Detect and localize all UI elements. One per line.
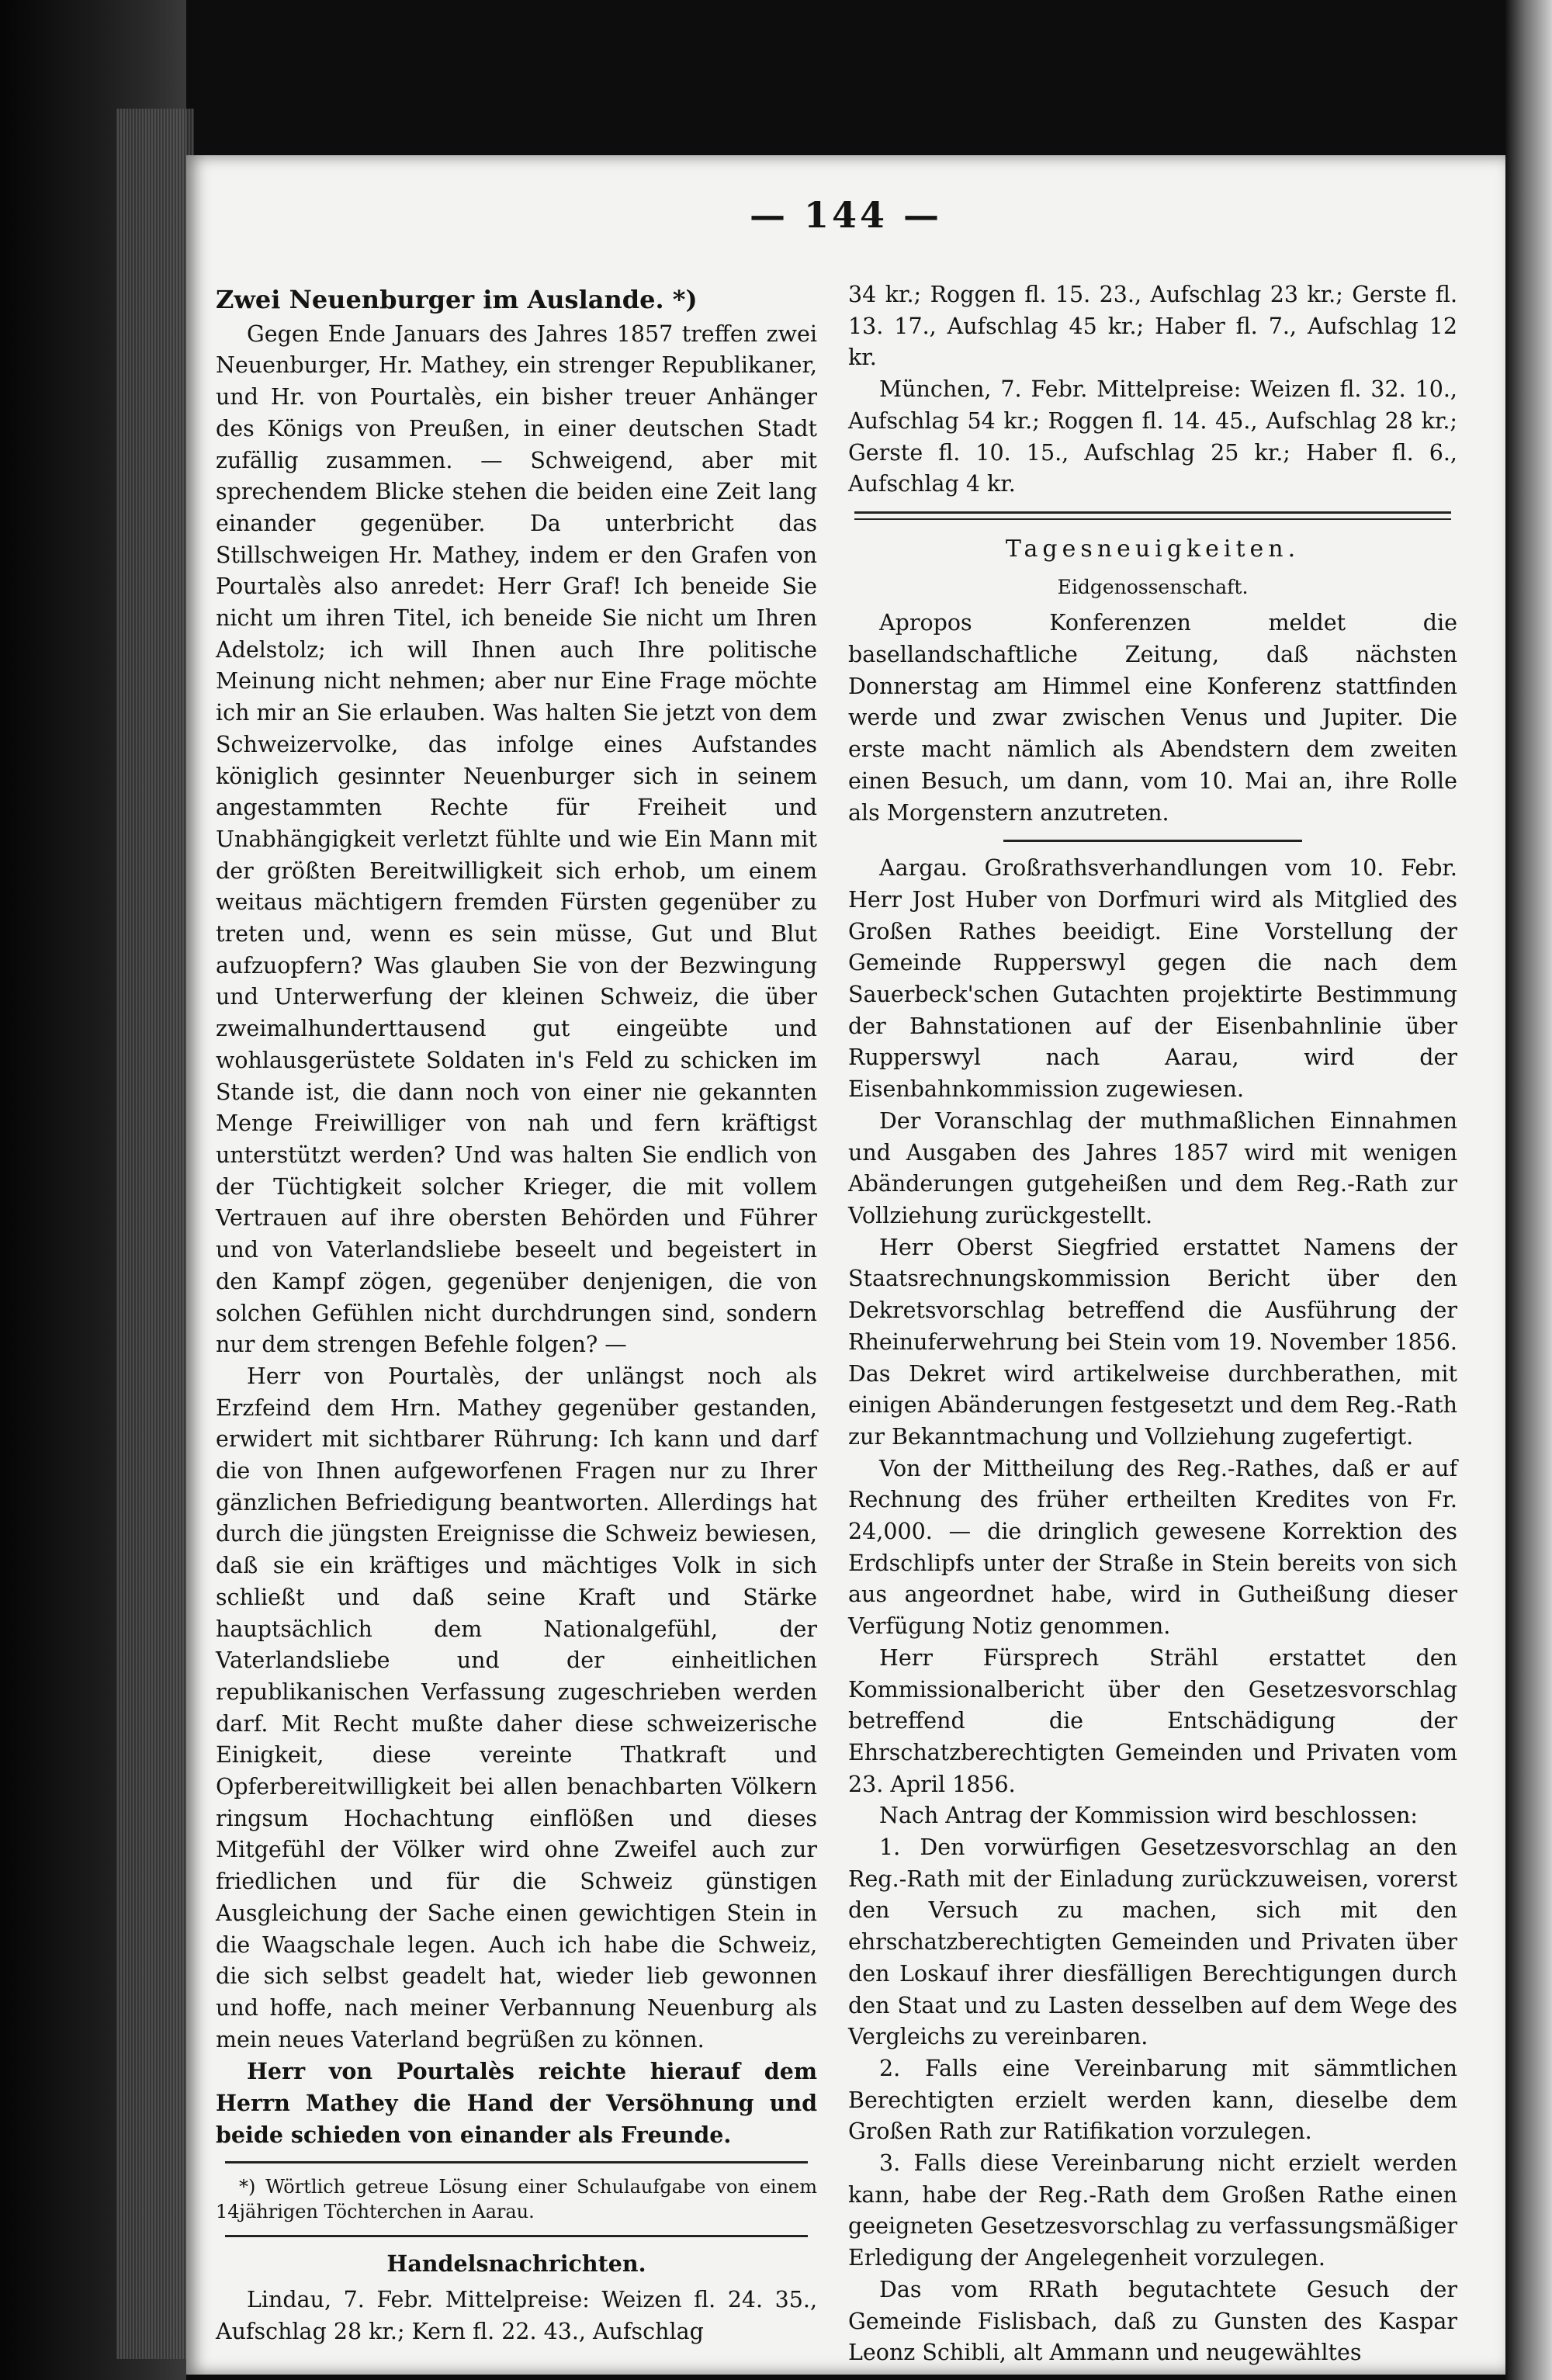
article-title: Zwei Neuenburger im Auslande. *) <box>216 285 698 314</box>
aargau-paragraph: Aargau. Großrathsverhandlungen vom 10. Febr. Herr Jost Huber von Dorfmuri wird als Mitglied des Großen Rathes beeidigt. Eine Vorstellung der Gemeinde Rupperswyl gegen die nach dem Sauerbeck'schen Gutachten projektirte Bestimmung der Bahnstationen auf der Eisenbahnlinie über Rupperswyl nach Aarau, wird der Eisenbahnkommission zugewiesen. <box>848 855 1457 1103</box>
news-title: Tagesneuigkeiten. <box>1005 535 1301 563</box>
footnote-text: *) Wörtlich getreue Lösung einer Schulaufgabe von einem 14jährigen Töchterchen in Aarau. <box>216 2176 817 2223</box>
munich-prices: München, 7. Febr. Mittelpreise: Weizen fl. 32. 10., Aufschlag 54 kr.; Roggen fl. 14. 45., Aufschlag 28 kr.; Gerste fl. 10. 15., Aufschlag 25 kr.; Haber fl. 6., Aufschlag 4 kr. <box>848 376 1457 497</box>
article-paragraph: Herr von Pourtalès, der unlängst noch als Erzfeind dem Hrn. Mathey gegenüber gestanden, erwidert mit sichtbarer Rührung: Ich kann und darf die von Ihnen aufgeworfenen Fragen nur zu Ihrer gänzlichen Befriedigung beantworten. Allerdings hat durch die jüngsten Ereignisse die Schweiz bewiesen, daß sie ein kräftiges und mächtiges Volk in sich schließt und daß seine Kraft und Stärke hauptsächlich dem Nationalgefühl, der Vaterlandsliebe und der einheitlichen republikanischen Verfassung zugeschrieben werden darf. Mit Recht mußte daher diese schweizerische Einigkeit, diese vereinte Thatkraft und Opferbereitwilligkeit bei allen benachbarten Völkern ringsum Hochachtung einflößen und dieses Mitgefühl der Völker wird ohne Zweifel auch zur friedlichen und für die Schweiz günstigen Ausgleichung der Sache einen gewichtigen Stein in die Waagschale legen. Auch ich habe die Schweiz, die sich selbst geadelt hat, wieder lieb gewonnen und hoffe, nach meiner Verbannung Neuenburg als mein neues Vaterland begrüßen zu können. <box>216 1363 817 2053</box>
right-margin-strip <box>1505 0 1552 2380</box>
article-paragraph: Herr von Pourtalès reichte hierauf dem Herrn Mathey die Hand der Versöhnung und beide schieden von einander als Freunde. <box>216 2058 817 2148</box>
aargau-paragraph: Der Voranschlag der muthmaßlichen Einnahmen und Ausgaben des Jahres 1857 wird mit wenigen Abänderungen gutgeheißen und dem Reg.-Rath zur Vollziehung zurückgestellt. <box>848 1107 1457 1228</box>
newspaper-page <box>186 155 1505 2375</box>
commerce-report-continued: 34 kr.; Roggen fl. 15. 23., Aufschlag 23 kr.; Gerste fl. 13. 17., Aufschlag 45 kr.; Haber fl. 7., Aufschlag 12 kr. <box>848 282 1457 371</box>
aargau-paragraph: Herr Oberst Siegfried erstattet Namens der Staatsrechnungskommission Bericht über den Dekretsvorschlag betreffend die Ausführung der Rheinuferwehrung bei Stein vom 19. November 1856. Das Dekret wird artikelweise durchberathen, mit einigen Abänderungen festgesetzt und dem Reg.-Rath zur Bekanntmachung und Vollziehung zugefertigt. <box>848 1234 1457 1450</box>
aargau-paragraph: Von der Mittheilung des Reg.-Rathes, daß er auf Rechnung des früher ertheilten Kredites von Fr. 24,000. — die dringlich gewesene Korrektion des Erdschlipfs unter der Straße in Stein bereits von sich aus angeordnet habe, wird in Gutheißung dieser Verfügung Notiz genommen. <box>848 1455 1457 1640</box>
footnote <box>216 2174 817 2224</box>
aargau-paragraph: Nach Antrag der Kommission wird beschlossen: <box>879 1803 1419 1829</box>
page-number: — 144 — <box>749 194 943 236</box>
aargau-paragraph: 2. Falls eine Vereinbarung mit sämmtlichen Berechtigten erzielt werden kann, dieselbe dem Großen Rath zur Ratifikation vorzulegen. <box>848 2055 1457 2145</box>
news-divider <box>1003 840 1302 842</box>
article-paragraph: Gegen Ende Januars des Jahres 1857 treffen zwei Neuenburger, Hr. Mathey, ein strenger Republikaner, und Hr. von Pourtalès, ein bisher treuer Anhänger des Königs von Preußen, in einer deutschen Stadt zufällig zusammen. — Schweigend, aber mit sprechendem Blicke stehen die beiden eine Zeit lang einander gegenüber. Da unterbricht das Stillschweigen Hr. Mathey, indem er den Grafen von Pourtalès also anredet: Herr Graf! Ich beneide Sie nicht um ihren Titel, ich beneide Sie nicht um Ihren Adelstolz; ich will Ihnen auch Ihre politische Meinung nicht nehmen; aber nur Eine Frage möchte ich mir an Sie erlauben. Was halten Sie jetzt von dem Schweizervolke, das infolge eines Aufstandes königlich gesinnter Neuenburger sich in seinem angestammten Rechte für Freiheit und Unabhängigkeit verletzt fühlte und wie Ein Mann mit der größten Bereitwilligkeit sich erhob, um einem weitaus mächtigern fremden Fürsten gegenüber zu treten und, wenn es sein müsse, Gut und Blut aufzuopfern? Was glauben Sie von der Bezwingung und Unterwerfung der kleinen Schweiz, die über zweimalhunderttausend gut eingeübte und wohlausgerüstete Soldaten in's Feld zu schicken im Stande ist, die dann noch von einer nie gekannten Menge Freiwilliger von nah und fern kräftigst unterstützt werden? Und was halten Sie endlich von der Tüchtigkeit solcher Krieger, die mit vollem Vertrauen auf ihre obersten Behörden und Führer und von Vaterlandsliebe beseelt und begeistert in den Kampf zögen, gegenüber denjenigen, die von solchen Gefühlen nicht durchdrungen sind, sondern nur dem strengen Befehle folgen? — <box>216 320 817 1358</box>
left-column <box>216 279 817 2348</box>
aargau-paragraph: Das vom RRath begutachtete Gesuch der Gemeinde Fislisbach, daß zu Gunsten des Kaspar Leonz Schibli, alt Ammann und neugewähltes <box>848 2276 1457 2366</box>
aargau-paragraph: 3. Falls diese Vereinbarung nicht erzielt werden kann, habe der Reg.-Rath dem Großen Rathe einen geeigneten Gesetzesvorschlag zu verfassungsmäßiger Erledigung der Angelegenheit vorzulegen. <box>848 2150 1457 2271</box>
section-title: Handelsnachrichten. <box>386 2250 646 2278</box>
aargau-paragraph: 1. Den vorwürfigen Gesetzesvorschlag an den Reg.-Rath mit der Einladung zurückzuweisen, vorerst den Versuch zu machen, sich mit den ehrschatzberechtigten Gemeinden und Privaten über den Loskauf ihrer diesfälligen Berechtigungen durch den Staat und zu Lasten desselben auf dem Wege des Vergleichs zu vereinbaren. <box>848 1834 1457 2050</box>
aargau-paragraph: Herr Fürsprech Strähl erstattet den Kommissionalbericht über den Gesetzesvorschlag betreffend die Entschädigung der Ehrschatzberechtigten Gemeinden und Privaten vom 23. April 1856. <box>848 1644 1457 1797</box>
footnote-divider <box>225 2161 808 2163</box>
page-stack-edge <box>116 109 194 2359</box>
section-divider <box>854 511 1451 520</box>
section-divider <box>225 2235 808 2237</box>
news-paragraph: Apropos Konferenzen meldet die basellandschaftliche Zeitung, daß nächsten Donnerstag am Himmel eine Konferenz stattfinden werde und zwar zwischen Venus und Jupiter. Die erste macht nämlich als Abendstern dem zweiten einen Besuch, um dann, vom 10. Mai an, ihre Rolle als Morgenstern anzutreten. <box>848 610 1457 826</box>
news-subtitle: Eidgenossenschaft. <box>1057 575 1249 598</box>
commerce-report: Lindau, 7. Febr. Mittelpreise: Weizen fl. 24. 35., Aufschlag 28 kr.; Kern fl. 22. 43., Aufschlag <box>216 2287 817 2344</box>
right-column <box>848 279 1457 2369</box>
